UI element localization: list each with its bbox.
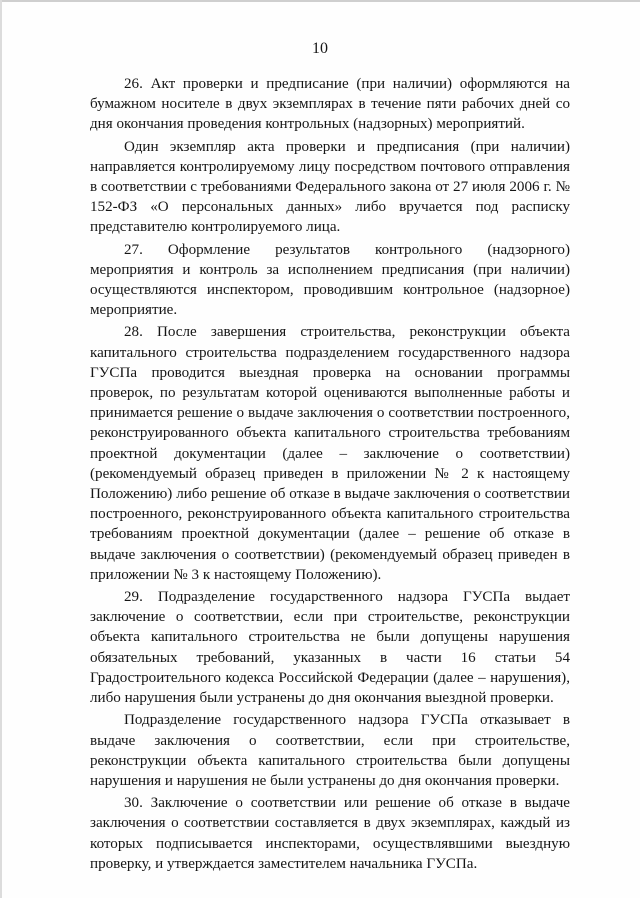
paragraph-26-copy-delivery: Один экземпляр акта проверки и предписания (при наличии) направляется контролируемому лицу посредством почтового отправления в соответствии с требованиями Федерального закона от 27 июля 2006 г. № 152-ФЗ «О персональных данных» либо вручается под расписку представителю контролируемого лица. (90, 138, 570, 236)
scan-edge-top (0, 0, 640, 2)
paragraph-29-refusal: Подразделение государственного надзора ГУСПа отказывает в выдаче заключения о соответствии, если при строительстве, реконструкции объекта капитального строительства были допущены нарушения и нарушения не были устранены до дня окончания проверки. (90, 712, 570, 789)
scan-edge-left (0, 0, 2, 898)
paragraph-26: 26. Акт проверки и предписание (при наличии) оформляются на бумажном носителе в двух экземплярах в течение пяти рабочих дней со дня окончания проведения контрольных (надзорных) мероприятий. (90, 76, 570, 133)
paragraph-29: 29. Подразделение государственного надзора ГУСПа выдает заключение о соответствии, если при строительстве, реконструкции объекта капитального строительства не были допущены нарушения обязательных требований, указанных в части 16 статьи 54 Градостроительного кодекса Российской Федерации (далее – нарушения), либо нарушения были устранены до дня окончания выездной проверки. (90, 589, 570, 707)
paragraph-28: 28. После завершения строительства, реконструкции объекта капитального строительства подразделением государственного надзора ГУСПа проводится выездная проверка на основании программы проверок, по результатам которой оцениваются выполненные работы и принимается решение о выдаче заключения о соответствии построенного, реконструированного объекта капитального строительства требованиям проектной документации (далее – заключение о соответствии) (рекомендуемый образец приведен в приложении № 2 к настоящему Положению) либо решение об отказе в выдаче заключения о соответствии построенного, реконструированного объекта капитального строительства требованиям проектной документации (далее – решение об отказе в выдаче заключения о соответствии) (рекомендуемый образец приведен в приложении № 3 к настоящему Положению). (90, 324, 570, 583)
page-number: 10 (312, 40, 328, 57)
paragraph-30: 30. Заключение о соответствии или решение об отказе в выдаче заключения о соответствии составляется в двух экземплярах, каждый из которых подписывается инспекторами, осуществлявшими выездную проверку, и утверждается заместителем начальника ГУСПа. (90, 795, 570, 872)
paragraph-27: 27. Оформление результатов контрольного (надзорного) мероприятия и контроль за исполнением предписания (при наличии) осуществляются инспектором, проводившим контрольное (надзорное) мероприятие. (90, 241, 570, 319)
document-body (90, 74, 570, 874)
